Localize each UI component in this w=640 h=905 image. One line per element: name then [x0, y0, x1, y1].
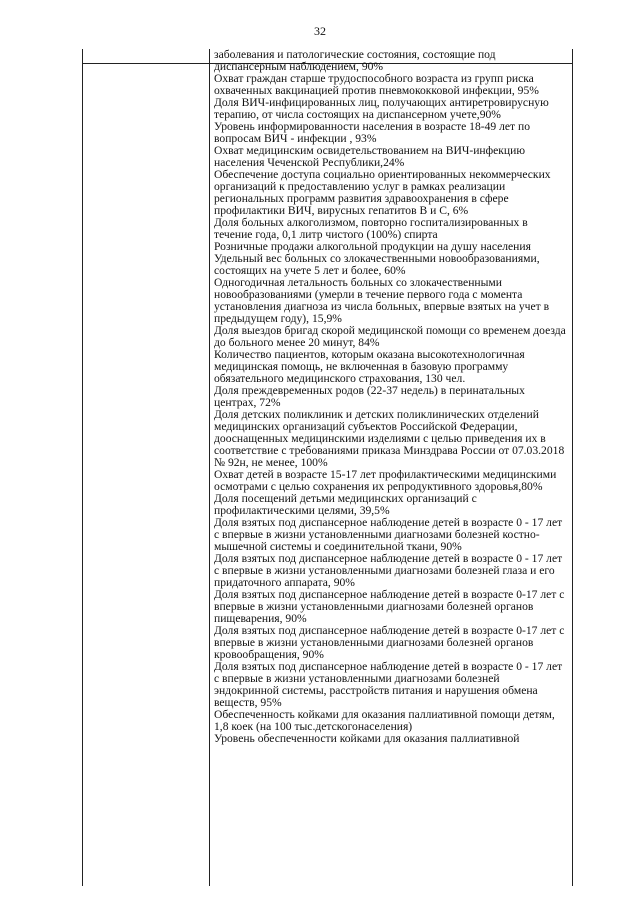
indicator-entry: Удельный вес больных со злокачественными новообразованиями, состоящих на учете 5 лет и более, 60% [214, 252, 540, 277]
table-left-column [83, 49, 210, 886]
indicator-entry: Доля преждевременных родов (22-37 недель) в перинатальных центрах, 72% [214, 384, 525, 409]
indicator-entry: Доля взятых под диспансерное наблюдение детей в возрасте 0 - 17 лет с впервые в жизни установленными диагнозами болезней костно-мышечной системы и соединительной ткани, 90% [214, 516, 563, 553]
indicator-entry: Охват медицинским освидетельствованием на ВИЧ-инфекцию населения Чеченской Республики,24% [214, 144, 525, 169]
indicator-entry: Доля взятых под диспансерное наблюдение детей в возрасте 0-17 лет с впервые в жизни установленными диагнозами болезней органов пищеварения, 90% [214, 588, 565, 625]
indicator-entry: заболевания и патологические состояния, состоящие под диспансерным наблюдением, 90% [214, 49, 496, 73]
indicator-entry: Доля посещений детьми медицинских организаций с профилактическими целями, 39,5% [214, 492, 477, 517]
indicator-table [82, 49, 573, 886]
indicator-entry: Обеспечение доступа социально ориентированных некоммерческих организаций к предоставлению услуг в рамках реализации региональных программ развития здравоохранения в сфере профилактики ВИЧ, вирусных гепатитов В и С, 6% [214, 168, 551, 217]
indicator-entry: Уровень обеспеченности койками для оказания паллиативной [214, 732, 520, 745]
indicator-entry: Охват детей в возрасте 15-17 лет профилактическими медицинскими осмотрами с целью сохранения их репродуктивного здоровья,80% [214, 468, 557, 493]
page-number: 32 [314, 24, 326, 38]
indicator-entry: Уровень информированности населения в возрасте 18-49 лет по вопросам ВИЧ - инфекции , 93% [214, 120, 531, 145]
indicator-entry: Розничные продажи алкогольной продукции на душу населения [214, 240, 531, 253]
indicator-entry: Доля взятых под диспансерное наблюдение детей в возрасте 0-17 лет с впервые в жизни установленными диагнозами болезней органов кровообращения, 90% [214, 624, 565, 661]
indicator-entry: Доля взятых под диспансерное наблюдение детей в возрасте 0 - 17 лет с впервые в жизни установленными диагнозами болезней эндокринной системы, расстройств питания и нарушения обмена веществ, 95% [214, 660, 563, 709]
indicator-entry: Одногодичная летальность больных со злокачественными новообразованиями (умерли в течение первого года с момента установления диагноза из числа больных, впервые взятых на учет в предыдущем году), 15,9% [214, 276, 550, 325]
table-right-column [214, 49, 566, 886]
indicator-entry: Доля взятых под диспансерное наблюдение детей в возрасте 0 - 17 лет с впервые в жизни установленными диагнозами болезней глаза и его придаточного аппарата, 90% [214, 552, 563, 589]
indicator-entry: Доля больных алкоголизмом, повторно госпитализированных в течение года, 0,1 литр чистого (100%) спирта [214, 216, 528, 241]
indicator-entry: Доля выездов бригад скорой медицинской помощи со временем доезда до больного менее 20 минут, 84% [214, 324, 566, 349]
indicator-entry: Доля ВИЧ-инфицированных лиц, получающих антиретровирусную терапию, от числа состоящих на диспансерном учете,90% [214, 96, 549, 121]
indicator-entry: Доля детских поликлиник и детских поликлинических отделений медицинских организаций субъектов Российской Федерации, дооснащенных медицинскими изделиями с целью приведения их в соответствие с требованиями приказа Минздрава России от 07.03.2018 № 92н, не менее, 100% [214, 408, 565, 469]
indicator-entry: Охват граждан старше трудоспособного возраста из групп риска охваченных вакцинацией против пневмококковой инфекции, 95% [214, 72, 539, 97]
indicator-entry: Количество пациентов, которым оказана высокотехнологичная медицинская помощь, не включенная в базовую программу обязательного медицинского страхования, 130 чел. [214, 348, 525, 385]
indicator-entry: Обеспеченность койками для оказания паллиативной помощи детям, 1,8 коек (на 100 тыс.детскогонаселения) [214, 708, 555, 733]
